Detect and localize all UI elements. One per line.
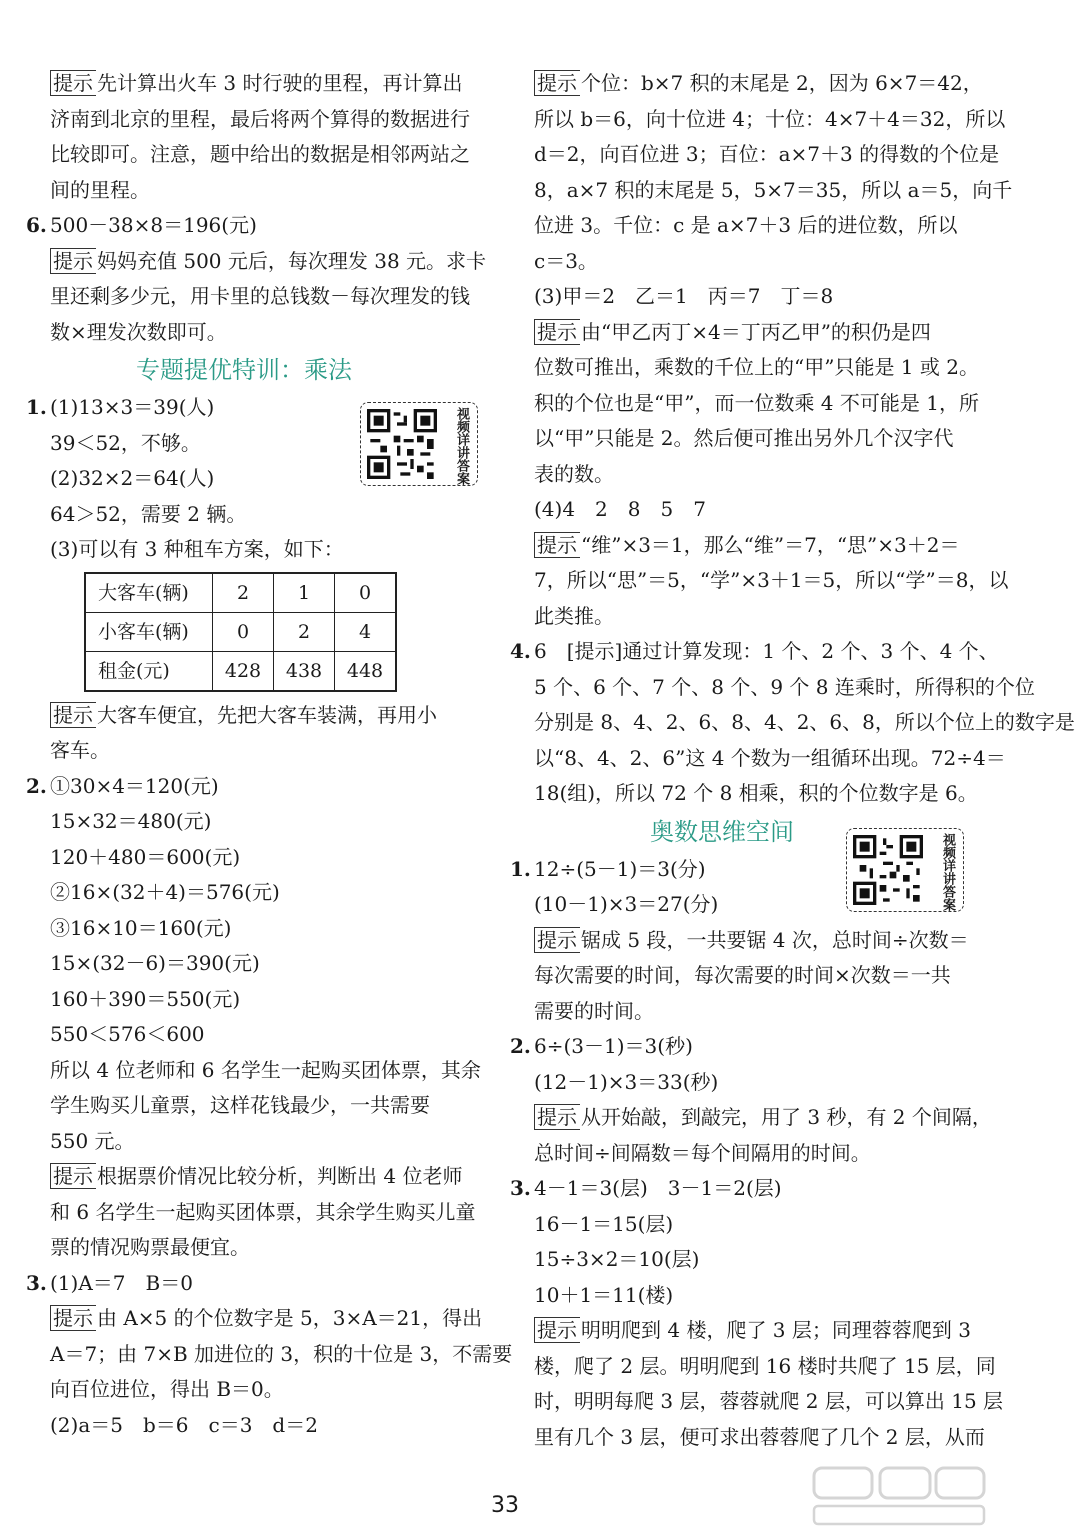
hint-label: 提示 <box>537 319 577 344</box>
hint-bracket <box>534 927 580 953</box>
line-text: 和 6 名学生一起购买团体票，其余学生购买儿童 <box>50 1199 476 1224</box>
text-line <box>26 1408 484 1444</box>
question-line <box>510 1171 976 1207</box>
line-text: 表的数。 <box>534 461 614 486</box>
line-text: ①30×4＝120(元) <box>50 773 219 798</box>
text-line <box>510 350 979 386</box>
table-cell: 438 <box>274 651 335 691</box>
text-line <box>26 1230 484 1266</box>
line-text: (12－1)×3＝33(秒) <box>534 1069 719 1094</box>
line-text: 10＋1＝11(楼) <box>534 1282 674 1307</box>
question-line <box>510 634 999 670</box>
line-text: 个位：b×7 积的末尾是 2，因为 6×7＝42， <box>581 71 983 95</box>
line-text: 位进 3。千位：c 是 a×7＋3 后的进位数，所以 <box>534 213 958 237</box>
line-text: “维”×3＝1，那么“维”＝7，“思”×3＋2＝ <box>581 532 960 557</box>
line-text: ②16×(32＋4)＝576(元) <box>50 880 280 904</box>
hint-label: 提示 <box>537 927 577 952</box>
line-text: 从开始敲，到敲完，用了 3 秒，有 2 个间隔， <box>581 1105 992 1129</box>
line-text: 分别是 8、4、2、6、8、4、2、6、8，所以个位上的数字是 <box>534 710 1075 734</box>
section-title: 专题提优特训：乘法 <box>136 356 352 384</box>
text-line <box>26 911 484 947</box>
text-line <box>510 102 1006 138</box>
hint-line <box>26 1159 484 1195</box>
line-text: 18(组)，所以 72 个 8 相乘，积的个位数字是 6。 <box>534 781 978 805</box>
text-line <box>26 1372 484 1408</box>
text-line <box>510 279 976 315</box>
question-number: 1. <box>26 395 47 419</box>
text-line <box>510 563 1009 599</box>
hint-label: 提示 <box>53 1306 93 1330</box>
line-text: 120＋480＝600(元) <box>50 844 241 869</box>
watermark-logo <box>810 1460 990 1530</box>
line-text: 12÷(5－1)＝3(分) <box>534 856 706 881</box>
hint-label: 提示 <box>53 248 93 273</box>
line-text: 550＜576＜600 <box>50 1022 205 1046</box>
hint-line <box>510 923 976 959</box>
hint-bracket <box>534 532 580 558</box>
hint-label: 提示 <box>53 702 93 727</box>
text-line <box>510 741 1006 777</box>
hint-line <box>26 1301 484 1337</box>
qr-caption: 视频详讲答案 <box>454 407 469 485</box>
text-line <box>510 1136 976 1172</box>
line-text: d＝2，向百位进 3；百位：a×7＋3 的得数的个位是 <box>534 142 1000 166</box>
line-text: 5 个、6 个、7 个、8 个、9 个 8 连乘时，所得积的个位 <box>534 674 1035 699</box>
text-line <box>510 244 976 280</box>
table-cell: 428 <box>213 651 274 691</box>
table-cell: 2 <box>213 573 274 613</box>
table-row <box>85 651 396 691</box>
hint-label: 提示 <box>537 1318 577 1342</box>
line-text: 15×32＝480(元) <box>50 809 212 833</box>
text-line <box>510 208 976 244</box>
table-cell: 448 <box>335 651 397 691</box>
hint-bracket <box>50 70 96 96</box>
hint-line <box>510 66 983 102</box>
hint-label: 提示 <box>53 71 93 95</box>
hint-line <box>26 698 484 734</box>
text-line <box>26 733 484 769</box>
row-label: 租金(元) <box>85 651 213 691</box>
line-text: 8，a×7 积的末尾是 5，5×7＝35，所以 a＝5，向千 <box>534 177 1013 202</box>
line-text: 数×理发次数即可。 <box>50 319 227 344</box>
line-text: 39＜52，不够。 <box>50 430 201 455</box>
text-line <box>510 599 976 635</box>
line-text: (3)甲＝2 乙＝1 丙＝7 丁＝8 <box>534 284 834 308</box>
line-text: 15×(32－6)＝390(元) <box>50 951 260 975</box>
line-text: 先计算出火车 3 时行驶的里程，再计算出 <box>97 71 463 95</box>
line-text: 500－38×8＝196(元) <box>50 213 257 237</box>
line-text: (10－1)×3＝27(分) <box>534 892 719 916</box>
rental-plan-table <box>84 572 397 692</box>
text-line <box>26 532 484 568</box>
line-text: 学生购买儿童票，这样花钱最少，一共需要 <box>50 1093 430 1117</box>
question-number: 6. <box>26 213 47 237</box>
text-line <box>510 1207 976 1243</box>
table-row <box>85 573 396 613</box>
text-line <box>510 994 976 1030</box>
text-line <box>26 1124 484 1160</box>
line-text: A＝7；由 7×B 加进位的 3，积的十位是 3，不需要 <box>50 1341 513 1366</box>
qr-code-video-answer-2[interactable] <box>846 828 964 912</box>
text-line <box>510 137 1000 173</box>
line-text: 由 A×5 的个位数字是 5，3×A＝21，得出 <box>97 1306 483 1330</box>
question-number: 3. <box>26 1270 47 1295</box>
text-line <box>510 457 976 493</box>
hint-label: 提示 <box>53 1164 93 1188</box>
line-text: 大客车便宜，先把大客车装满，再用小 <box>97 702 437 727</box>
hint-bracket <box>534 1317 580 1343</box>
line-text: 以“8、4、2、6”这 4 个数为一组循环出现。72÷4＝ <box>534 745 1006 770</box>
qr-caption: 视频详讲答案 <box>940 833 955 911</box>
question-line <box>26 1266 484 1302</box>
text-line <box>26 137 484 173</box>
row-label: 大客车(辆) <box>85 573 213 613</box>
question-line <box>26 769 484 805</box>
line-text: 明明爬到 4 楼，爬了 3 层；同理蓉蓉爬到 3 <box>581 1318 971 1342</box>
text-line <box>26 946 484 982</box>
line-text: 比较即可。注意，题中给出的数据是相邻两站之 <box>50 142 470 166</box>
text-line <box>26 1195 484 1231</box>
line-text: 楼，爬了 2 层。明明爬到 16 楼时共爬了 15 层，同 <box>534 1353 996 1378</box>
hint-bracket <box>50 1163 96 1189</box>
left-column <box>26 66 513 1443</box>
text-line <box>510 492 976 528</box>
hint-bracket <box>50 248 96 274</box>
hint-label: 提示 <box>537 71 577 95</box>
line-text: 16－1＝15(层) <box>534 1211 674 1236</box>
text-line <box>26 982 484 1018</box>
line-text: (1)A＝7 B＝0 <box>50 1270 193 1295</box>
text-line <box>26 1088 484 1124</box>
text-line <box>26 497 484 533</box>
text-line <box>26 102 484 138</box>
question-number: 2. <box>26 773 47 798</box>
line-text: 每次需要的时间，每次需要的时间×次数＝一共 <box>534 963 951 987</box>
hint-bracket <box>534 1104 580 1130</box>
line-text: 15÷3×2＝10(层) <box>534 1247 700 1271</box>
line-text: 济南到北京的里程，最后将两个算得的数据进行 <box>50 106 470 131</box>
line-text: 由“甲乙丙丁×4＝丁丙乙甲”的积仍是四 <box>581 319 931 344</box>
line-text: 根据票价情况比较分析，判断出 4 位老师 <box>97 1164 463 1188</box>
hint-label: 提示 <box>537 532 577 557</box>
line-text: c＝3。 <box>534 248 598 273</box>
line-text: 6 [提示]通过计算发现：1 个、2 个、3 个、4 个、 <box>534 639 999 663</box>
hint-bracket <box>534 70 580 96</box>
line-text: 位数可推出，乘数的千位上的“甲”只能是 1 或 2。 <box>534 355 979 379</box>
hint-line <box>26 244 487 280</box>
right-column <box>510 66 1075 1455</box>
text-line <box>26 1337 513 1373</box>
page-number: 33 <box>491 1493 519 1518</box>
text-line <box>510 1349 996 1385</box>
qr-code-icon <box>853 835 923 905</box>
line-text: 以“甲”只能是 2。然后便可推出另外几个汉字代 <box>534 426 954 450</box>
table-cell: 0 <box>213 612 274 651</box>
text-line <box>26 840 484 876</box>
table-cell: 4 <box>335 612 397 651</box>
hint-line <box>26 66 484 102</box>
question-line <box>510 1029 976 1065</box>
table-cell: 1 <box>274 573 335 613</box>
hint-line <box>510 315 976 351</box>
line-text: 所以 4 位老师和 6 名学生一起购买团体票，其余 <box>50 1057 481 1082</box>
qr-code-video-answer-1[interactable] <box>360 402 478 486</box>
text-line <box>26 1017 484 1053</box>
line-text: 7，所以“思”＝5，“学”×3＋1＝5，所以“学”＝8，以 <box>534 568 1009 592</box>
line-text: 64＞52，需要 2 辆。 <box>50 501 247 526</box>
line-text: 向百位进位，得出 B＝0。 <box>50 1377 284 1401</box>
line-text: 550 元。 <box>50 1128 135 1153</box>
text-line <box>510 1420 985 1456</box>
table-row <box>85 612 396 651</box>
line-text: 客车。 <box>50 738 110 762</box>
line-text: 所以 b＝6，向十位进 4；十位：4×7＋4＝32，所以 <box>534 106 1006 131</box>
line-text: (3)可以有 3 种租车方案，如下： <box>50 537 344 561</box>
line-text: (4)4 2 8 5 7 <box>534 497 706 521</box>
hint-bracket <box>50 702 96 728</box>
text-line <box>510 1242 976 1278</box>
text-line <box>510 958 976 994</box>
line-text: (1)13×3＝39(人) <box>50 395 215 419</box>
hint-line <box>510 1100 992 1136</box>
text-line <box>26 804 484 840</box>
hint-label: 提示 <box>537 1105 577 1129</box>
hint-bracket <box>50 1305 96 1331</box>
text-line <box>510 1065 976 1101</box>
text-line <box>510 386 979 422</box>
text-line <box>26 1053 484 1089</box>
text-line <box>510 1384 1004 1420</box>
line-text: 总时间÷间隔数＝每个间隔用的时间。 <box>534 1140 871 1165</box>
line-text: 4－1＝3(层) 3－1＝2(层) <box>534 1176 782 1200</box>
text-line <box>510 173 1013 209</box>
line-text: 6÷(3－1)＝3(秒) <box>534 1034 693 1058</box>
row-label: 小客车(辆) <box>85 612 213 651</box>
text-line <box>26 173 484 209</box>
question-number: 1. <box>510 856 531 881</box>
line-text: 时，明明每爬 3 层，蓉蓉就爬 2 层，可以算出 15 层 <box>534 1389 1004 1413</box>
qr-code-icon <box>367 409 437 479</box>
table-cell: 0 <box>335 573 397 613</box>
text-line <box>26 875 484 911</box>
line-text: 锯成 5 段，一共要锯 4 次，总时间÷次数＝ <box>581 927 969 952</box>
line-text: 此类推。 <box>534 603 614 628</box>
line-text: 里有几个 3 层，便可求出蓉蓉爬了几个 2 层，从而 <box>534 1424 985 1449</box>
text-line <box>510 670 1035 706</box>
text-line <box>510 421 976 457</box>
hint-bracket <box>534 319 580 345</box>
line-text: 里还剩多少元，用卡里的总钱数－每次理发的钱 <box>50 284 470 308</box>
text-line <box>26 315 484 351</box>
line-text: 160＋390＝550(元) <box>50 986 241 1011</box>
hint-line <box>510 1313 976 1349</box>
table-cell: 2 <box>274 612 335 651</box>
text-line <box>510 776 976 812</box>
text-line <box>510 1278 976 1314</box>
line-text: ③16×10＝160(元) <box>50 915 232 940</box>
text-line <box>26 279 484 315</box>
section-title: 奥数思维空间 <box>650 817 794 846</box>
line-text: 票的情况购票最便宜。 <box>50 1235 250 1259</box>
line-text: (2)32×2＝64(人) <box>50 466 215 490</box>
line-text: 积的个位也是“甲”，而一位数乘 4 不可能是 1，所 <box>534 390 979 415</box>
text-line <box>510 705 1075 741</box>
question-number: 2. <box>510 1034 531 1058</box>
line-text: 需要的时间。 <box>534 998 654 1023</box>
line-text: 妈妈充值 500 元后，每次理发 38 元。求卡 <box>97 248 487 273</box>
question-number: 3. <box>510 1176 531 1200</box>
line-text: (2)a＝5 b＝6 c＝3 d＝2 <box>50 1412 318 1437</box>
question-line <box>26 208 484 244</box>
line-text: 间的里程。 <box>50 177 150 202</box>
hint-line <box>510 528 976 564</box>
question-number: 4. <box>510 639 531 663</box>
